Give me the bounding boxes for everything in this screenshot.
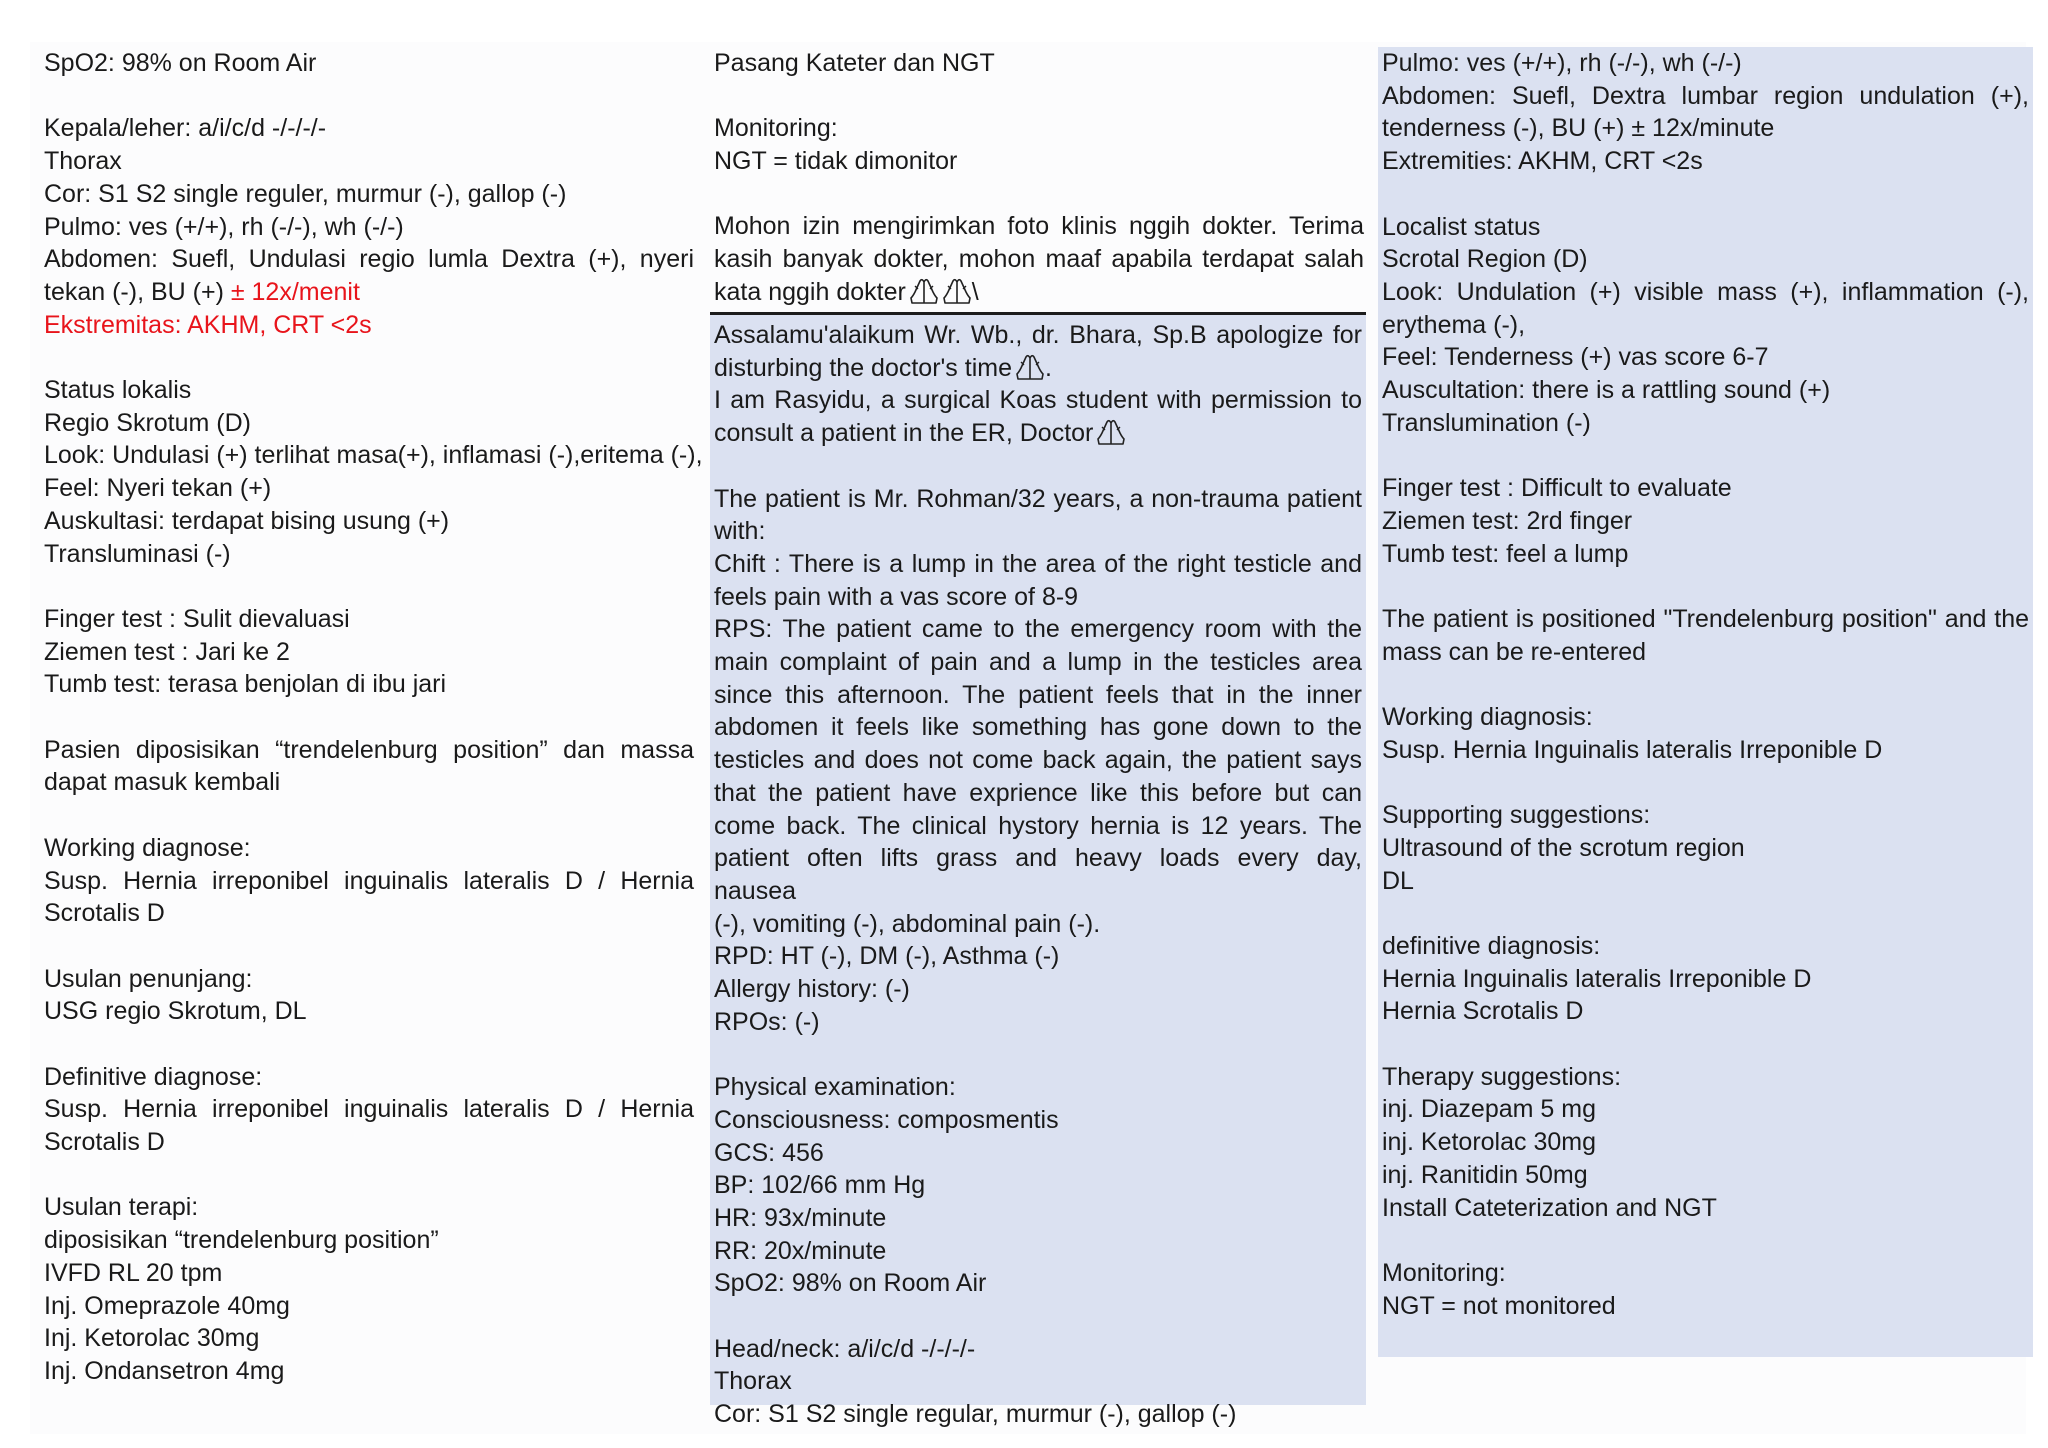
column-middle-english-box [710, 312, 1366, 1429]
rpos-line: RPOs: (-) [714, 1007, 820, 1036]
backslash-text: \ [971, 277, 979, 306]
finger-test-line: Finger test : Sulit dievaluasi [44, 604, 350, 633]
tumb-test-line: Tumb test: feel a lump [1382, 539, 1629, 568]
gcs-line: GCS: 456 [714, 1138, 824, 1167]
terapi-item: diposisikan “trendelenburg position” [44, 1226, 439, 1255]
scrotal-region-line: Scrotal Region (D) [1382, 245, 1588, 274]
usulan-penunjang-heading: Usulan penunjang: [44, 964, 253, 993]
supporting-suggestions-heading: Supporting suggestions: [1382, 801, 1651, 830]
kepala-line: Kepala/leher: a/i/c/d -/-/-/- [44, 114, 327, 143]
cor-line: Cor: S1 S2 single reguler, murmur (-), gallop (-) [44, 179, 567, 208]
mohon-line-2: kasih banyak dokter, mohon maaf apabila terdapat salah [714, 245, 1364, 274]
transluminasi-line: Transluminasi (-) [44, 539, 231, 568]
cor-line: Cor: S1 S2 single regular, murmur (-), gallop (-) [714, 1400, 1237, 1429]
tumb-test-line: Tumb test: terasa benjolan di ibu jari [44, 670, 447, 699]
abdomen-text: tekan (-), BU (+) [44, 277, 231, 306]
pulmo-line: Pulmo: ves (+/+), rh (-/-), wh (-/-) [1382, 49, 1742, 77]
rasyidu-text: consult a patient in the ER, Doctor [714, 419, 1094, 448]
look-line-1: Look: Undulation (+) visible mass (+), inflammation (-), [1382, 277, 2029, 306]
usulan-terapi-heading: Usulan terapi: [44, 1193, 199, 1222]
rasyidu-line-2 [714, 417, 1362, 450]
rasyidu-line-1: I am Rasyidu, a surgical Koas student with permission to [714, 386, 1362, 415]
rps-line: main complaint of pain and a lump in the testicles area [714, 648, 1362, 677]
chift-line-1: Chift : There is a lump in the area of the right testicle and [714, 549, 1362, 578]
terapi-item: IVFD RL 20 tpm [44, 1258, 223, 1287]
definitive-diagnose-line-1: Susp. Hernia irreponibel inguinalis lateralis D / Hernia [44, 1095, 694, 1124]
abdomen-line-1: Abdomen: Suefl, Dextra lumbar region undulation (+), [1382, 81, 2029, 110]
definitive-diagnosis-line-2: Hernia Scrotalis D [1382, 997, 1584, 1026]
monitoring-heading: Monitoring: [714, 114, 838, 143]
therapy-item: Install Cateterization and NGT [1382, 1193, 1717, 1222]
rps-line: RPS: The patient came to the emergency room with the [714, 615, 1362, 644]
terapi-item: Inj. Ondansetron 4mg [44, 1357, 285, 1385]
physical-exam-heading: Physical examination: [714, 1073, 956, 1102]
bowel-sound-red-text: ± 12x/menit [230, 277, 360, 306]
translumination-line: Translumination (-) [1382, 408, 1591, 437]
ziemen-test-line: Ziemen test : Jari ke 2 [44, 637, 290, 666]
rps-line: come back. The clinical hystory hernia is 12 years. The [714, 811, 1362, 840]
ngt-line: NGT = tidak dimonitor [714, 147, 958, 176]
abdomen-line-2: tenderness (-), BU (+) ± 12x/minute [1382, 114, 1775, 143]
rpd-line: RPD: HT (-), DM (-), Asthma (-) [714, 942, 1060, 971]
rr-line: RR: 20x/minute [714, 1236, 887, 1265]
mohon-line-3 [714, 276, 1364, 309]
ziemen-test-line: Ziemen test: 2rd finger [1382, 506, 1633, 535]
definitive-diagnose-line-2: Scrotalis D [44, 1128, 165, 1157]
column-right-english-box [1378, 47, 2033, 1357]
status-lokalis-heading: Status lokalis [44, 376, 192, 404]
working-diagnose-heading: Working diagnose: [44, 833, 251, 862]
spo2-line: SpO2: 98% on Room Air [44, 49, 317, 77]
column-indonesian [44, 47, 703, 1388]
rps-line: patient often lifts grass and heavy loads every day, nausea [714, 844, 1362, 905]
therapy-item: inj. Diazepam 5 mg [1382, 1095, 1596, 1124]
hr-line: HR: 93x/minute [714, 1203, 887, 1232]
abdomen-line-2 [44, 276, 694, 309]
monitoring-heading: Monitoring: [1382, 1258, 1506, 1287]
positioned-line-2: mass can be re-entered [1382, 637, 1647, 666]
pasien-line-1: Pasien diposisikan “trendelenburg position” dan massa [44, 735, 694, 764]
rps-line-last: (-), vomiting (-), abdominal pain (-). [714, 909, 1101, 938]
regio-line: Regio Skrotum (D) [44, 408, 251, 437]
patient-line-1: The patient is Mr. Rohman/32 years, a non-trauma patient [714, 484, 1362, 513]
allergy-line: Allergy history: (-) [714, 975, 910, 1004]
finger-test-line: Finger test : Difficult to evaluate [1382, 474, 1732, 503]
head-neck-line: Head/neck: a/i/c/d -/-/-/- [714, 1334, 976, 1363]
mohon-line-1: Mohon izin mengirimkan foto klinis nggih dokter. Terima [714, 212, 1364, 241]
rps-line: abdomen it feels like something has gone down to the [714, 713, 1362, 742]
thorax-line: Thorax [44, 147, 122, 176]
feel-line: Feel: Nyeri tekan (+) [44, 474, 272, 503]
ekstremitas-line: Ekstremitas: AKHM, CRT <2s [44, 310, 372, 339]
ultrasound-line: Ultrasound of the scrotum region [1382, 833, 1745, 862]
assalamu-text: disturbing the doctor's time [714, 353, 1012, 382]
assalamu-line-2 [714, 352, 1362, 385]
terapi-item: Inj. Omeprazole 40mg [44, 1291, 290, 1320]
therapy-suggestions-heading: Therapy suggestions: [1382, 1062, 1622, 1091]
spo2-line: SpO2: 98% on Room Air [714, 1269, 987, 1298]
working-diagnose-line-1: Susp. Hernia irreponibel inguinalis lateralis D / Hernia [44, 866, 694, 895]
abdomen-line-1: Abdomen: Suefl, Undulasi regio lumla Dextra (+), nyeri [44, 245, 694, 274]
definitive-diagnose-heading: Definitive diagnose: [44, 1062, 263, 1091]
column-middle-top [714, 47, 1364, 309]
pulmo-line: Pulmo: ves (+/+), rh (-/-), wh (-/-) [44, 212, 404, 241]
thorax-line: Thorax [714, 1367, 792, 1396]
dl-line: DL [1382, 866, 1414, 895]
pasien-line-2: dapat masuk kembali [44, 768, 281, 797]
auskultasi-line: Auskultasi: terdapat bising usung (+) [44, 506, 450, 535]
consciousness-line: Consciousness: composmentis [714, 1105, 1059, 1134]
bp-line: BP: 102/66 mm Hg [714, 1171, 926, 1200]
folded-hands-icon [909, 276, 939, 306]
rps-line: since this afternoon. The patient feels that in the inner [714, 680, 1362, 709]
working-diagnose-line-2: Scrotalis D [44, 899, 165, 928]
assalamu-line-1: Assalamu'alaikum Wr. Wb., dr. Bhara, Sp.B apologize for [714, 321, 1362, 349]
auscultation-line: Auscultation: there is a rattling sound (+) [1382, 376, 1831, 405]
feel-line: Feel: Tenderness (+) vas score 6-7 [1382, 343, 1769, 372]
rps-line: that the patient have exprience like this before but can [714, 778, 1362, 807]
localist-status-heading: Localist status [1382, 212, 1541, 241]
mohon-text: kata nggih dokter [714, 277, 906, 306]
therapy-item: inj. Ketorolac 30mg [1382, 1128, 1597, 1157]
period-text: . [1044, 353, 1052, 382]
definitive-diagnosis-line-1: Hernia Inguinalis lateralis Irreponible D [1382, 964, 1812, 993]
working-diagnosis-line: Susp. Hernia Inguinalis lateralis Irreponible D [1382, 735, 1883, 764]
folded-hands-icon [1015, 352, 1045, 382]
terapi-item: Inj. Ketorolac 30mg [44, 1324, 260, 1353]
ngt-line: NGT = not monitored [1382, 1291, 1616, 1320]
folded-hands-icon [1096, 417, 1126, 447]
rps-line: testicles and does not come back again, the patient says [714, 746, 1362, 775]
patient-line-2: with: [714, 517, 766, 546]
look-line-2: erythema (-), [1382, 310, 1526, 339]
positioned-line-1: The patient is positioned "Trendelenburg position" and the [1382, 604, 2029, 633]
usulan-penunjang-line: USG regio Skrotum, DL [44, 997, 307, 1026]
therapy-item: inj. Ranitidin 50mg [1382, 1160, 1588, 1189]
look-line: Look: Undulasi (+) terlihat masa(+), inflamasi (-),eritema (-), [44, 441, 703, 470]
working-diagnosis-heading: Working diagnosis: [1382, 703, 1593, 731]
folded-hands-icon [942, 276, 972, 306]
extremities-line: Extremities: AKHM, CRT <2s [1382, 147, 1703, 176]
chift-line-2: feels pain with a vas score of 8-9 [714, 582, 1079, 611]
definitive-diagnosis-heading: definitive diagnosis: [1382, 931, 1601, 960]
pasang-line: Pasang Kateter dan NGT [714, 49, 995, 77]
